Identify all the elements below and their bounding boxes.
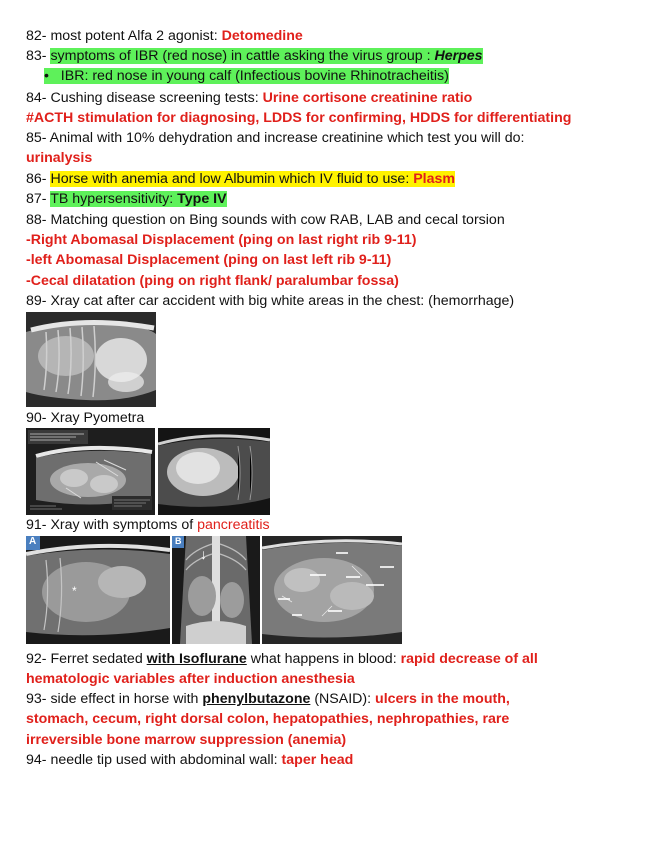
asterisk-marker-icon: *	[72, 584, 77, 598]
question-93	[26, 690, 510, 709]
question-92-text: 92- Ferret sedated	[26, 651, 147, 667]
question-84-answer: Urine cortisone creatinine ratio	[262, 90, 473, 106]
question-83-text: symptoms of IBR (red nose) in cattle asking the virus group :	[50, 48, 435, 64]
question-87-answer: Type IV	[177, 191, 227, 207]
question-93-text: 93- side effect in horse with	[26, 691, 203, 707]
xray-pancreatitis-labeled-image	[262, 536, 402, 644]
question-83-number: 83-	[26, 48, 51, 64]
question-92	[26, 650, 538, 669]
question-88-text: 88- Matching question on Bing sounds with cow RAB, LAB and cecal torsion	[26, 212, 505, 228]
question-82-answer: Detomedine	[221, 28, 303, 44]
question-84-note: #ACTH stimulation for diagnosing, LDDS for confirming, HDDS for differentiating	[26, 110, 572, 126]
question-91-text: 91- Xray with symptoms of	[26, 517, 198, 533]
question-87-number: 87-	[26, 191, 51, 207]
question-91-answer: pancreatitis	[197, 517, 270, 533]
question-85-answer: urinalysis	[26, 150, 93, 166]
question-86-answer: Plasm	[413, 171, 456, 187]
question-88-answer-rda: -Right Abomasal Displacement (ping on last right rib 9-11)	[26, 232, 417, 248]
question-83-answer: Herpes	[434, 48, 483, 64]
question-87	[26, 190, 227, 209]
question-83-bullet	[44, 67, 449, 86]
xray-pancreatitis-lateral-image	[26, 536, 170, 644]
question-89-text: 89- Xray cat after car accident with big white areas in the chest: (hemorrhage)	[26, 293, 515, 309]
question-92-middle: what happens in blood:	[246, 651, 401, 667]
arrow-down-icon: ↓	[200, 546, 207, 562]
question-84-text: 84- Cushing disease screening tests:	[26, 90, 263, 106]
xray-pyometra-lateral-image	[26, 428, 155, 515]
question-92-answer-2: hematologic variables after induction anesthesia	[26, 671, 355, 687]
question-87-text: TB hypersensitivity:	[50, 191, 178, 207]
question-93-middle: (NSAID):	[310, 691, 376, 707]
panel-a-label: A	[29, 536, 37, 547]
question-94-answer: taper head	[281, 752, 354, 768]
question-93-answer-3: irreversible bone marrow suppression (anemia)	[26, 732, 347, 748]
question-85-text: 85- Animal with 10% dehydration and increase creatinine which test you will do:	[26, 130, 525, 146]
question-92-answer-1: rapid decrease of all	[400, 651, 538, 667]
question-83-bullet-highlight	[44, 68, 449, 84]
question-86-text: Horse with anemia and low Albumin which IV fluid to use:	[50, 171, 414, 187]
question-83-bullet-text: IBR: red nose in young calf (Infectious bovine Rhinotracheitis)	[60, 68, 449, 84]
question-93-answer-2: stomach, cecum, right dorsal colon, hepatopathies, nephropathies, rare	[26, 711, 510, 727]
xray-pancreatitis-vd-image	[172, 536, 260, 644]
question-88-answer-lda: -left Abomasal Displacement (ping on last left rib 9-11)	[26, 252, 392, 268]
question-83-highlight	[50, 48, 482, 64]
question-94-text: 94- needle tip used with abdominal wall:	[26, 752, 282, 768]
question-82-text: 82- most potent Alfa 2 agonist:	[26, 28, 222, 44]
xray-pyometra-second-image	[158, 428, 270, 515]
question-92-underlined: with Isoflurane	[146, 651, 247, 667]
panel-b-label: B	[175, 536, 182, 546]
question-86	[26, 170, 455, 189]
question-84	[26, 89, 472, 108]
question-91	[26, 516, 270, 535]
question-86-highlight	[50, 171, 455, 187]
question-87-highlight	[50, 191, 226, 207]
question-93-answer-1: ulcers in the mouth,	[375, 691, 510, 707]
question-82	[26, 27, 303, 46]
question-86-number: 86-	[26, 171, 51, 187]
question-94	[26, 751, 353, 770]
question-93-underlined: phenylbutazone	[202, 691, 311, 707]
question-83	[26, 47, 483, 66]
question-88-answer-cecal: -Cecal dilatation (ping on right flank/ paralumbar fossa)	[26, 273, 399, 289]
bullet-icon: •	[44, 68, 49, 84]
xray-cat-thorax-image	[26, 312, 156, 407]
question-90-text: 90- Xray Pyometra	[26, 410, 145, 426]
